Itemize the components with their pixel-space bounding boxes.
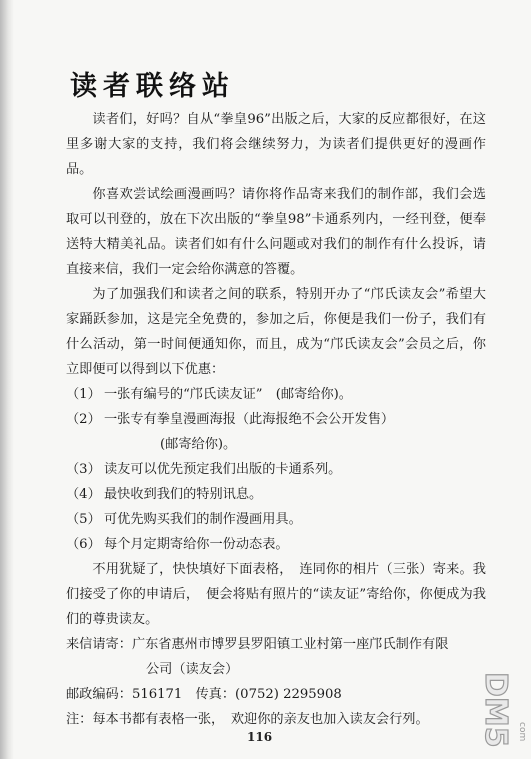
benefits-list bbox=[66, 382, 486, 557]
dm5-watermark-logo bbox=[476, 662, 528, 754]
mail-label: 来信请寄： bbox=[66, 637, 132, 652]
benefit-number: （6） bbox=[66, 537, 101, 552]
benefit-number: （3） bbox=[66, 462, 101, 477]
watermark-text: DM5 bbox=[478, 672, 513, 748]
page-title: 读者联络站 bbox=[70, 71, 235, 102]
benefit-text: 一张专有拳皇漫画海报（此海报绝不会公开发售） bbox=[104, 412, 395, 427]
fax-value: (0752) 2295908 bbox=[235, 687, 342, 702]
page-binding-shadow bbox=[0, 0, 14, 759]
benefit-text: 可优先购买我们的制作漫画用具。 bbox=[104, 512, 302, 527]
fax-label: 传真： bbox=[195, 687, 236, 702]
watermark-subtext: com bbox=[517, 722, 527, 742]
mailing-address-continued: 公司（读友会） bbox=[146, 662, 239, 677]
benefit-number: （4） bbox=[66, 487, 101, 502]
benefit-number: （2） bbox=[66, 412, 101, 427]
footnote: 注：每本书都有表格一张， 欢迎你的亲友也加入读友会行列。 bbox=[66, 712, 429, 727]
list-item bbox=[66, 507, 486, 532]
list-item bbox=[66, 382, 486, 407]
benefit-text: 一张有编号的“邝氏读友证” (邮寄给你)。 bbox=[104, 387, 352, 402]
page-number: 116 bbox=[247, 730, 273, 744]
postcode-value: 516171 bbox=[131, 687, 183, 702]
benefit-text: 每个月定期寄给你一份动态表。 bbox=[104, 537, 289, 552]
benefit-number: （5） bbox=[66, 512, 101, 527]
paragraph-submissions: 你喜欢尝试绘画漫画吗？请你将作品寄来我们的制作部，我们会选取可以刊登的，放在下次出版的“拳皇98”卡通系列内，一经刊登，便奉送特大精美礼品。读者们如有什么问题或对我们的制作有什么投诉，请直接来信，我们一定会给你满意的答覆。 bbox=[66, 187, 486, 277]
list-item bbox=[66, 457, 486, 482]
postcode-label: 邮政编码： bbox=[66, 687, 132, 702]
paragraph-club: 为了加强我们和读者之间的联系，特别开办了“邝氏读友会”希望大家踊跃参加，这是完全免费的，参加之后，你便是我们一份子，我们有什么活动，第一时间便通知你，而且，成为“邝氏读友会”会员之后，你立即便可以得到以下优惠： bbox=[66, 287, 486, 377]
address-line: 广东省惠州市博罗县罗阳镇工业村第一座邝氏制作有限 bbox=[131, 637, 449, 652]
benefit-text: 读友可以优先预定我们出版的卡通系列。 bbox=[104, 462, 342, 477]
article-body bbox=[66, 107, 486, 732]
benefit-text: 最快收到我们的特别讯息。 bbox=[104, 487, 263, 502]
benefit-text-continued: (邮寄给你)。 bbox=[160, 437, 237, 452]
mailing-address bbox=[66, 632, 486, 657]
list-item bbox=[66, 407, 486, 457]
postcode-fax-line bbox=[66, 682, 486, 707]
list-item bbox=[66, 482, 486, 507]
list-item bbox=[66, 532, 486, 557]
benefit-number: （1） bbox=[66, 387, 101, 402]
paragraph-intro: 读者们，好吗？自从“拳皇96”出版之后，大家的反应都很好，在这里多谢大家的支持，我们将会继续努力，为读者们提供更好的漫画作品。 bbox=[66, 112, 486, 177]
paragraph-closing: 不用犹疑了，快快填好下面表格， 连同你的相片（三张）寄来。我们接受了你的申请后， 便会将贴有照片的“读友证”寄给你，你便成为我们的尊贵读友。 bbox=[66, 562, 486, 627]
